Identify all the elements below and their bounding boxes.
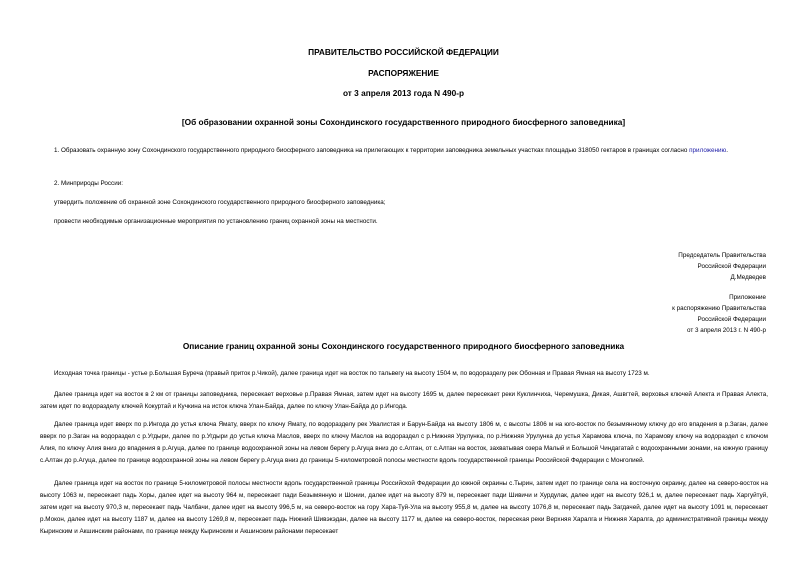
signature-line-2: Российской Федерации <box>697 263 766 270</box>
signature-line-1: Председатель Правительства <box>678 252 766 259</box>
document-type: РАСПОРЯЖЕНИЕ <box>368 68 439 78</box>
item-1-end: . <box>726 147 728 154</box>
document-date-number: от 3 апреля 2013 года N 490-р <box>342 88 465 98</box>
appendix-paragraph-1: Исходная точка границы - устье р.Большая Буреча (правый приток р.Чикой), далее граница идет на восток по тальвегу на высоту 1504 м, по водоразделу рек Обонная и Правая Ямная на высоту 1723 м. <box>54 370 650 377</box>
appendix-paragraph-2: Далее граница идет на восток в 2 км от границы заповедника, пересекает верховье р.Правая Ямная, затем идет на высоту 1695 м, далее пересекает реки Куклинчиха, Черемушка, Дикая, Ашвгтей, верховья ключей Алекта и Правая Алекта, затем идет по водоразделу ключей Кокуртай и Кучкина на исток ключа Улан-Байда, далее по ключу Улан-Байда до р.Ингода. <box>40 391 768 410</box>
appendix-link[interactable]: приложению <box>689 147 727 154</box>
appendix-paragraph-3: Далее граница идет вверх по р.Ингода до устья ключа Ямату, вверх по ключу Ямату, по водоразделу рек Увалистая и Барун-Байда на высоту 1806 м, с высоты 1806 м на юго-восток по безымянному ключу до его впадения в р.Заган, далее вверх по р.Заган на водораздел с р.Угдыри, далее по р.Угдыри до устья ключа Маслов, вверх по ключу Маслов на водораздел с р.Нижняя Урулунка, по р.Нижняя Урулунка до устья Харамова ключа, по Харамову ключу на водораздел с ключом Алия, по ключу Алия вниз до впадения в р.Агуца, далее по границе водоохранной зоны на левом берегу р.Агуца вниз до с.Алтан, от с.Алтан на восток, захватывая озера Малый и Большой Чиндагатай с водоохранными зонами, на южную границу с.Алтан до р.Агуца, далее по границе водоохранной зоны на левом берегу р.Агуца вниз до границы 5-километровой полосы местности вдоль государственной границы Российской Федерации с Монголией. <box>40 421 768 464</box>
appendix-ref-line-4: от 3 апреля 2013 г. N 490-р <box>687 327 766 334</box>
appendix-reference <box>506 292 766 336</box>
government-heading: ПРАВИТЕЛЬСТВО РОССИЙСКОЙ ФЕДЕРАЦИИ <box>308 47 499 57</box>
appendix-ref-line-2: к распоряжению Правительства <box>672 305 766 312</box>
document-subject: [Об образовании охранной зоны Сохондинского государственного природного биосферного заповедника] <box>181 117 626 127</box>
item-2: 2. Минприроды России: <box>54 180 123 187</box>
appendix-title: Описание границ охранной зоны Сохондинского государственного природного биосферного заповедника <box>182 341 625 351</box>
item-1-text: 1. Образовать охранную зону Сохондинского государственного природного биосферного заповедника на прилегающих к территории заповедника земельных участках площадью 318050 гектаров в границах согласно <box>54 147 690 154</box>
appendix-ref-line-1: Приложение <box>729 294 766 301</box>
item-2-b: провести необходимые организационные мероприятия по установлению границ охранной зоны на местности. <box>54 218 378 225</box>
item-1 <box>40 145 768 157</box>
item-2-a: утвердить положение об охранной зоне Сохондинского государственного природного биосферного заповедника; <box>54 199 386 206</box>
signature-name: Д.Медведев <box>730 274 766 281</box>
appendix-paragraph-4: Далее граница идет на восток по границе 5-километровой полосы местности вдоль государственной границы Российской Федерации до южной окраины с.Тырин, затем идет по границе села на восточную окраину, далее на северо-восток на высоту 1063 м, пересекает падь Хоры, далее идет на высоту 964 м, пересекает пади Безымянную и Шонии, далее идет на высоту 879 м, пересекает пади Шивичи и Хурдулак, далее идет на высоту 926,1 м, далее пересекает падь Харгуйтуй, затем идет на высоту 970,3 м, пересекает падь Чалбачи, далее идет на высоту 996,5 м, на северо-восток на гору Хара-Туй-Ула на высоту 955,8 м, далее на высоту 1076,8 м, пересекает падь Загдачей, далее идет на высоту 1091 м, пересекает р.Мокон, далее идет на высоту 1187 м, далее на высоту 1269,8 м, пересекает падь Нижний Шивэкэдан, далее на высоту 1177 м, далее на северо-восток, пересекая реки Верхняя Харалга и Нижняя Харалга, до административной границы между Кыринским и Акшинским районами, по границе между Кыринским и Акшинским районами пересекает <box>40 480 768 535</box>
signature-block <box>506 250 766 283</box>
appendix-ref-line-3: Российской Федерации <box>697 316 766 323</box>
